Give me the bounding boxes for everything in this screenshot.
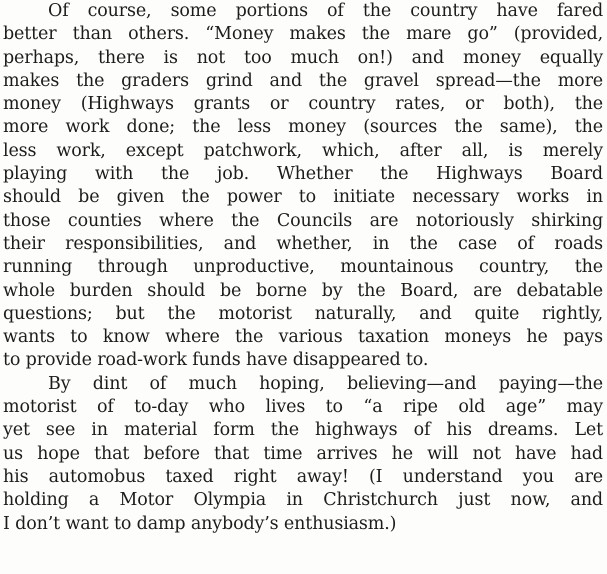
text-line: to provide road-work funds have disappeared to. — [3, 350, 429, 371]
text-line: his automobus taxed right away! (I understand you are — [3, 466, 603, 487]
text-line: money (Highways grants or country rates, or both), the — [3, 94, 603, 115]
text-line: yet see in material form the highways of his dreams. Let — [3, 420, 603, 441]
text-line: should be given the power to initiate necessary works in — [3, 187, 603, 208]
text-line: more work done; the less money (sources the same), the — [3, 117, 603, 138]
paragraph-1 — [3, 0, 603, 373]
text-line: us hope that before that time arrives he will not have had — [3, 443, 603, 464]
text-line: better than others. “Money makes the mare go” (provided, — [3, 24, 603, 45]
text-line: playing with the job. Whether the Highways Board — [3, 164, 603, 185]
text-line: wants to know where the various taxation moneys he pays — [3, 327, 603, 348]
text-line: running through unproductive, mountainous country, the — [3, 257, 603, 278]
text-line: By dint of much hoping, believing—and paying—the — [48, 373, 603, 394]
text-line: less work, except patchwork, which, after all, is merely — [3, 140, 603, 161]
text-line: Of course, some portions of the country have fared — [48, 1, 603, 21]
text-line: questions; but the motorist naturally, and quite rightly, — [3, 303, 603, 324]
text-line: perhaps, there is not too much on!) and money equally — [3, 47, 603, 68]
text-line: holding a Motor Olympia in Christchurch just now, and — [3, 490, 603, 511]
text-line: makes the graders grind and the gravel spread—the more — [3, 70, 603, 91]
text-line: I don’t want to damp anybody’s enthusiasm.) — [3, 513, 397, 534]
text-line: their responsibilities, and whether, in the case of roads — [3, 233, 603, 254]
text-line: those counties where the Councils are notoriously shirking — [3, 210, 603, 231]
text-line: whole burden should be borne by the Board, are debatable — [3, 280, 603, 301]
paragraph-2 — [3, 373, 603, 536]
text-line: motorist of to-day who lives to “a ripe old age” may — [3, 397, 603, 418]
article-column — [3, 0, 603, 536]
